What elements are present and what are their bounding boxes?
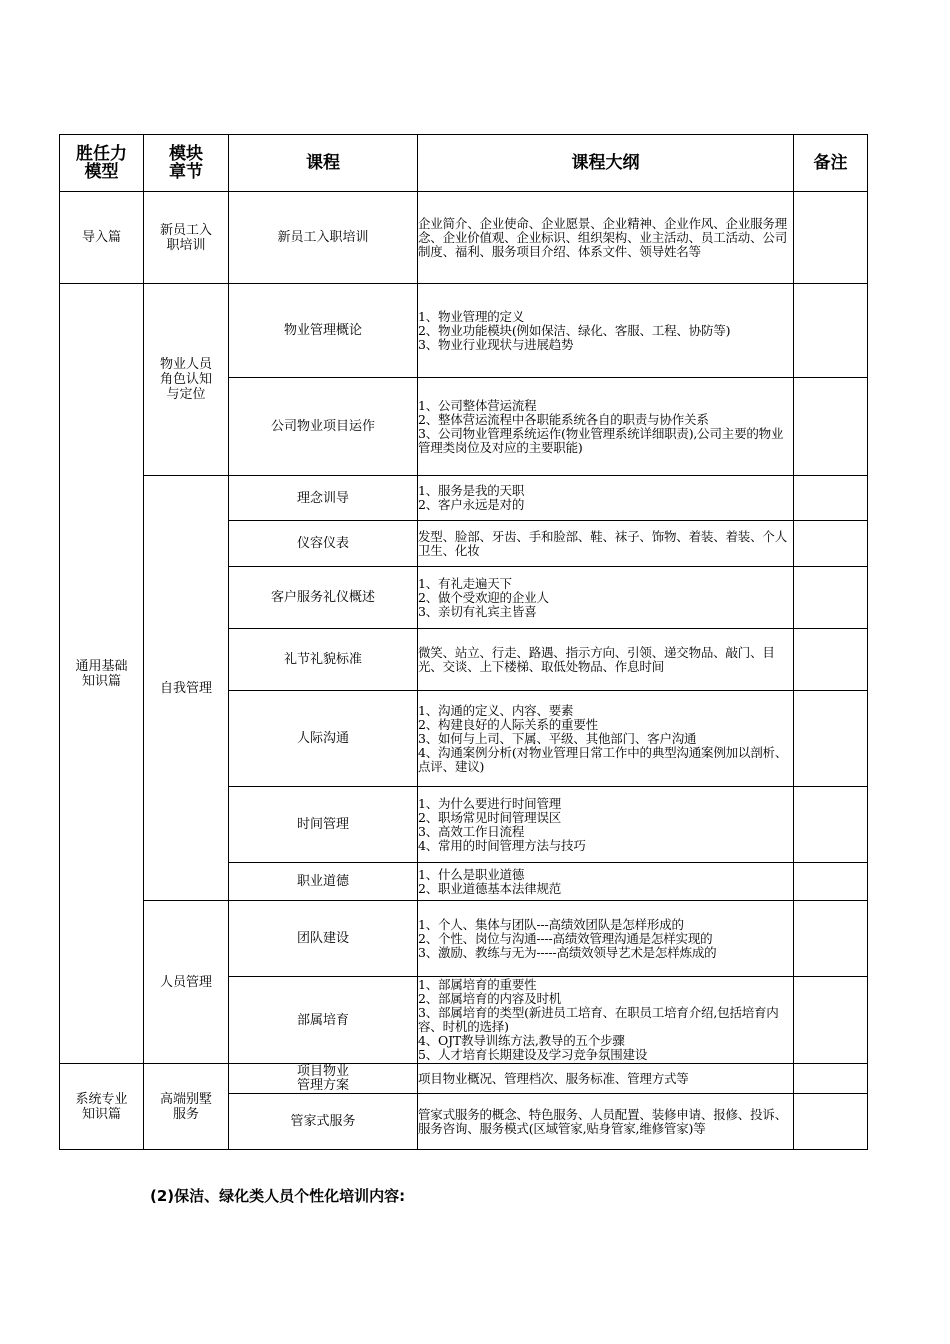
header-module: 模块 章节 bbox=[144, 135, 229, 192]
outline-cell: 1、部属培育的重要性 2、部属培育的内容及时机 3、部属培育的类型(新进员工培育、在职员工培育介绍,包括培育内容、时机的选择) 4、OJT教导训练方法,教导的五个步骤 5、人才培育长期建设及学习竞争氛围建设 bbox=[418, 977, 794, 1064]
course-cell: 物业管理概论 bbox=[229, 284, 418, 378]
module-cell: 自我管理 bbox=[144, 476, 229, 901]
remark-cell bbox=[794, 378, 868, 476]
outline-cell: 1、为什么要进行时间管理 2、职场常见时间管理误区 3、高效工作日流程 4、常用的时间管理方法与技巧 bbox=[418, 787, 794, 863]
outline-cell: 项目物业概况、管理档次、服务标准、管理方式等 bbox=[418, 1064, 794, 1094]
course-cell: 仪容仪表 bbox=[229, 521, 418, 567]
table-row bbox=[60, 192, 868, 284]
remark-cell bbox=[794, 863, 868, 901]
remark-cell bbox=[794, 901, 868, 977]
remark-cell bbox=[794, 787, 868, 863]
training-table bbox=[59, 134, 868, 1150]
model-cell: 导入篇 bbox=[60, 192, 144, 284]
table-row bbox=[60, 1064, 868, 1094]
outline-cell: 1、沟通的定义、内容、要素 2、构建良好的人际关系的重要性 3、如何与上司、下属、平级、其他部门、客户沟通 4、沟通案例分析(对物业管理日常工作中的典型沟通案例加以剖析、点评、建议) bbox=[418, 691, 794, 787]
header-model: 胜任力 模型 bbox=[60, 135, 144, 192]
course-cell: 管家式服务 bbox=[229, 1094, 418, 1150]
table-row bbox=[60, 476, 868, 521]
model-cell: 系统专业 知识篇 bbox=[60, 1064, 144, 1150]
module-cell: 高端别墅 服务 bbox=[144, 1064, 229, 1150]
table-row bbox=[60, 901, 868, 977]
remark-cell bbox=[794, 192, 868, 284]
module-cell: 人员管理 bbox=[144, 901, 229, 1064]
outline-cell: 1、什么是职业道德 2、职业道德基本法律规范 bbox=[418, 863, 794, 901]
remark-cell bbox=[794, 1094, 868, 1150]
course-cell: 人际沟通 bbox=[229, 691, 418, 787]
course-cell: 项目物业 管理方案 bbox=[229, 1064, 418, 1094]
outline-cell: 微笑、站立、行走、路遇、指示方向、引领、递交物品、敲门、目光、交谈、上下楼梯、取低处物品、作息时间 bbox=[418, 629, 794, 691]
remark-cell bbox=[794, 691, 868, 787]
course-cell: 新员工入职培训 bbox=[229, 192, 418, 284]
outline-cell: 1、物业管理的定义 2、物业功能模块(例如保洁、绿化、客服、工程、协防等) 3、物业行业现状与进展趋势 bbox=[418, 284, 794, 378]
course-cell: 职业道德 bbox=[229, 863, 418, 901]
course-cell: 理念训导 bbox=[229, 476, 418, 521]
header-row bbox=[60, 135, 868, 192]
remark-cell bbox=[794, 1064, 868, 1094]
remark-cell bbox=[794, 567, 868, 629]
outline-cell: 管家式服务的概念、特色服务、人员配置、装修申请、报修、投诉、服务咨询、服务模式(区域管家,贴身管家,维修管家)等 bbox=[418, 1094, 794, 1150]
outline-cell: 1、公司整体营运流程 2、整体营运流程中各职能系统各自的职责与协作关系 3、公司物业管理系统运作(物业管理系统详细职责),公司主要的物业管理类岗位及对应的主要职能) bbox=[418, 378, 794, 476]
module-cell: 物业人员 角色认知 与定位 bbox=[144, 284, 229, 476]
outline-cell: 1、个人、集体与团队---高绩效团队是怎样形成的 2、个性、岗位与沟通----高绩效管理沟通是怎样实现的 3、激励、教练与无为-----高绩效领导艺术是怎样炼成的 bbox=[418, 901, 794, 977]
outline-cell: 1、有礼走遍天下 2、做个受欢迎的企业人 3、亲切有礼宾主皆喜 bbox=[418, 567, 794, 629]
course-cell: 团队建设 bbox=[229, 901, 418, 977]
module-cell: 新员工入 职培训 bbox=[144, 192, 229, 284]
header-remark: 备注 bbox=[794, 135, 868, 192]
section-heading: (2)保洁、绿化类人员个性化培训内容: bbox=[150, 1187, 406, 1205]
course-cell: 公司物业项目运作 bbox=[229, 378, 418, 476]
model-cell: 通用基础 知识篇 bbox=[60, 284, 144, 1064]
course-cell: 部属培育 bbox=[229, 977, 418, 1064]
remark-cell bbox=[794, 977, 868, 1064]
outline-cell: 1、服务是我的天职 2、客户永远是对的 bbox=[418, 476, 794, 521]
outline-cell: 发型、脸部、牙齿、手和脸部、鞋、袜子、饰物、着装、着装、个人卫生、化妆 bbox=[418, 521, 794, 567]
course-cell: 时间管理 bbox=[229, 787, 418, 863]
header-outline: 课程大纲 bbox=[418, 135, 794, 192]
table-row bbox=[60, 284, 868, 378]
header-course: 课程 bbox=[229, 135, 418, 192]
outline-cell: 企业简介、企业使命、企业愿景、企业精神、企业作风、企业服务理念、企业价值观、企业标识、组织架构、业主活动、员工活动、公司制度、福利、服务项目介绍、体系文件、领导姓名等 bbox=[418, 192, 794, 284]
course-cell: 客户服务礼仪概述 bbox=[229, 567, 418, 629]
remark-cell bbox=[794, 284, 868, 378]
remark-cell bbox=[794, 629, 868, 691]
remark-cell bbox=[794, 476, 868, 521]
remark-cell bbox=[794, 521, 868, 567]
course-cell: 礼节礼貌标准 bbox=[229, 629, 418, 691]
